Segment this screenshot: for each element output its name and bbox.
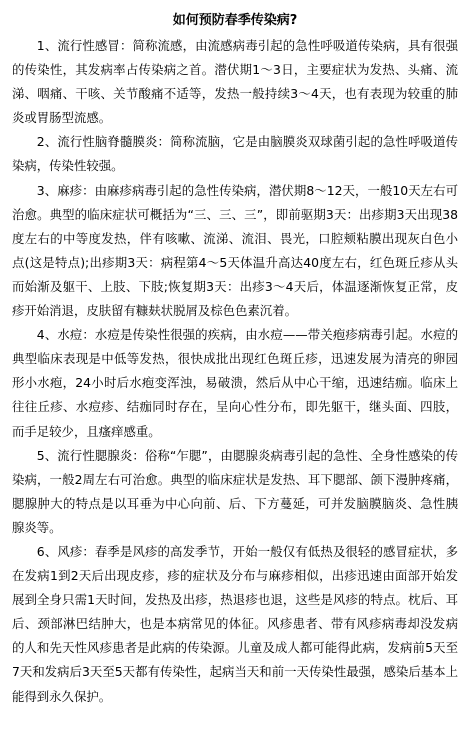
paragraph-mumps: 5、流行性腮腺炎：俗称“乍腮”，由腮腺炎病毒引起的急性、全身性感染的传染病，一般2周左右可治愈。典型的临床症状是发热、耳下腮部、颌下漫肿疼痛，腮腺肿大的特点是以耳垂为中心向前、后、下方蔓延，可并发脑膜脑炎、急性胰腺炎等。 [12,447,458,535]
document-title: 如何预防春季传染病? [172,13,298,28]
paragraph-chickenpox: 4、水痘：水痘是传染性很强的疾病，由水痘——带关疱疹病毒引起。水痘的典型临床表现是中低等发热，很快成批出现红色斑丘疹，迅速发展为清亮的卵园形小水疱，24小时后水疱变浑浊，易破溃，然后从中心干缩，迅速结痂。临床上往往丘疹、水痘疹、结痂同时存在，呈向心性分布，即先躯干，继头面、四肢，而手足较少，且瘙痒感重。 [12,327,458,439]
paragraph-measles: 3、麻疹：由麻疹病毒引起的急性传染病，潜伏期8～12天，一般10天左右可治愈。典型的临床症状可概括为“三、三、三”，即前驱期3天：出疹期3天出现38度左右的中等度发热，伴有咳嗽、流涕、流泪、畏光，口腔颊粘膜出现灰白色小点(这是特点);出疹期3天：病程第4～5天体温升高达40度左右，红色斑丘疹从头而始渐及躯干、上肢、下肢;恢复期3天：出疹3～4天后，体温逐渐恢复正常，皮疹开始消退，皮肤留有糠麸状脱屑及棕色色素沉着。 [12,182,458,319]
paragraph-influenza: 1、流行性感冒：简称流感，由流感病毒引起的急性呼吸道传染病，具有很强的传染性，其发病率占传染病之首。潜伏期1～3日，主要症状为发热、头痛、流涕、咽痛、干咳、关节酸痛不适等，发热一般持续3～4天，也有表现为较重的肺炎或胃肠型流感。 [12,38,458,126]
paragraph-meningitis: 2、流行性脑脊髓膜炎：简称流脑，它是由脑膜炎双球菌引起的急性呼吸道传染病，传染性较强。 [12,134,458,174]
paragraph-rubella: 6、风疹：春季是风疹的高发季节，开始一般仅有低热及很轻的感冒症状，多在发病1到2天后出现皮疹，疹的症状及分布与麻疹相似，出疹迅速由面部开始发展到全身只需1天时间，发热及出疹，热退疹也退，这些是风疹的特点。枕后、耳后、颈部淋巴结肿大，也是本病常见的体征。风疹患者、带有风疹病毒却没发病的人和先天性风疹患者是此病的传染源。儿童及成人都可能得此病，发病前5天至7天和发病后3天至5天都有传染性，起病当天和前一天传染性最强，感染后基本上能得到永久保护。 [12,543,458,704]
